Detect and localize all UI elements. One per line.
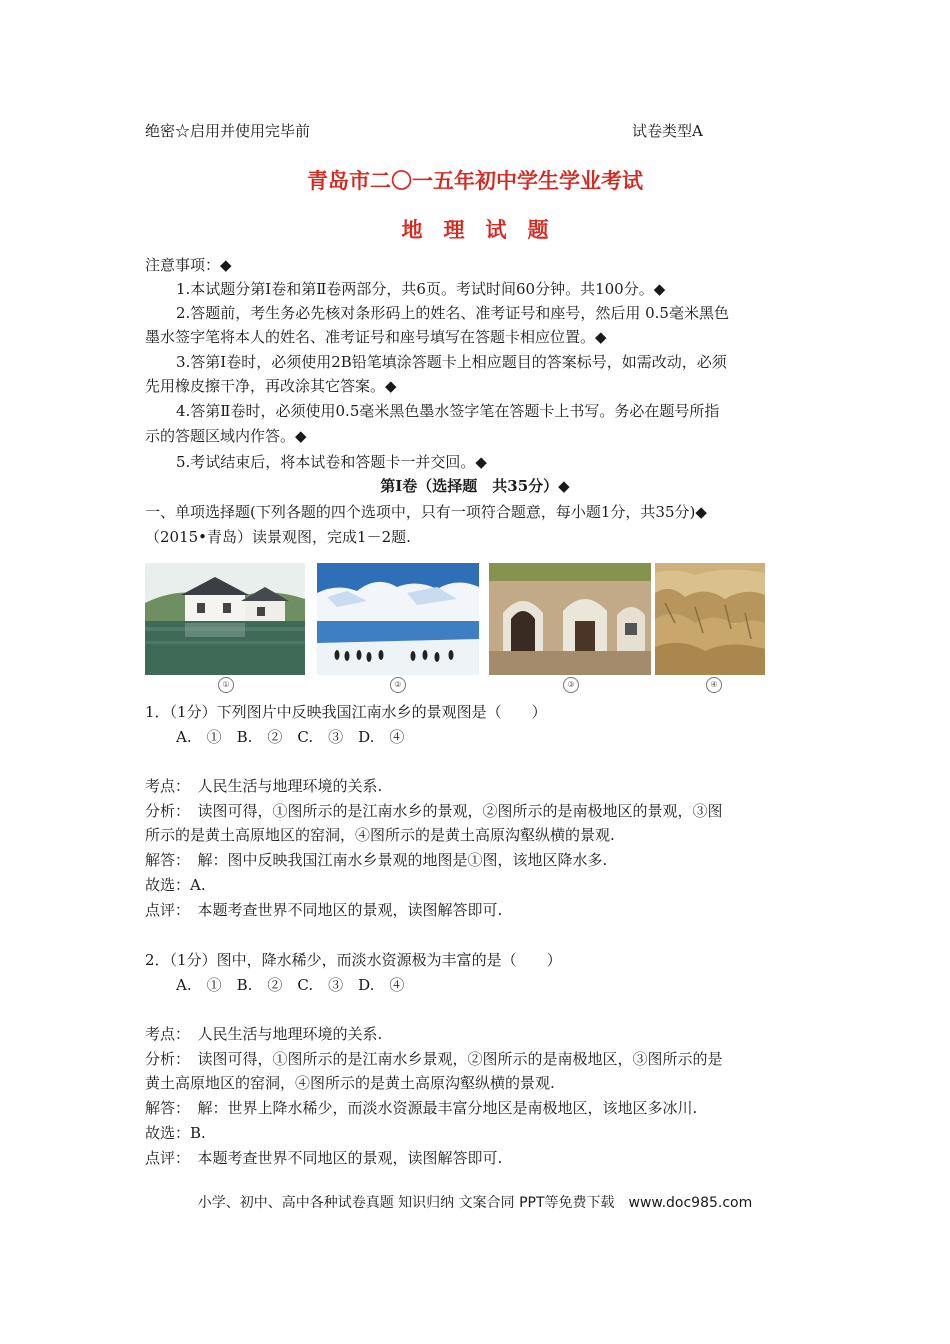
question-2-analysis-cont: 黄土高原地区的窑洞，④图所示的是黄土高原沟壑纵横的景观. [145,1074,555,1092]
question-2-answer: 故选：B. [145,1124,206,1142]
question-2-analysis: 分析： 读图可得，①图所示的是江南水乡景观，②图所示的是南极地区，③图所示的是 [145,1050,723,1068]
water-town-image [145,563,305,675]
question-1-answer: 故选：A. [145,876,206,894]
question-1-analysis: 分析： 读图可得，①图所示的是江南水乡的景观，②图所示的是南极地区的景观，③图 [145,802,723,820]
question-1-kaodian: 考点： 人民生活与地理环境的关系. [145,777,383,795]
notice-line: 先用橡皮擦干净，再改涂其它答案。◆ [145,377,397,395]
notice-line: 3.答第Ⅰ卷时，必须使用2B铅笔填涂答题卡上相应题目的答案标号，如需改动，必须 [176,353,727,371]
question-1-stem: 1．（1分）下列图片中反映我国江南水乡的景观图是（ ） [145,703,547,721]
question-2-solution: 解答： 解：世界上降水稀少，而淡水资源最丰富分地区是南极地区，该地区多冰川. [145,1099,698,1117]
question-1-options: A. ① B. ② C. ③ D. ④ [176,728,405,746]
image-number-label: ③ [563,677,579,693]
notice-line: 4.答第Ⅱ卷时，必须使用0.5毫米黑色墨水签字笔在答题卡上书写。务必在题号所指 [176,402,720,420]
exam-title: 青岛市二〇一五年初中学生学业考试 [307,168,643,193]
notice-line: 5.考试结束后，将本试卷和答题卡一并交回。◆ [176,453,487,471]
paper-type-label: 试卷类型A [632,122,703,140]
image-number-label: ② [390,677,406,693]
confidential-label: 绝密☆启用并使用完毕前 [145,122,311,140]
image-number-label: ① [218,677,234,693]
question-2-comment: 点评： 本题考查世界不同地区的景观，读图解答即可. [145,1149,503,1167]
landscape-images [145,563,770,693]
question-2-stem: 2．（1分）图中，降水稀少，而淡水资源极为丰富的是（ ） [145,951,562,969]
footer-link[interactable]: 小学、初中、高中各种试卷真题 知识归纳 文案合同 PPT等免费下载 www.doc985.com [197,1195,753,1211]
question-1-analysis-cont: 所示的是黄土高原地区的窑洞，④图所示的是黄土高原沟壑纵横的景观. [145,826,615,844]
question-1-solution: 解答： 解：图中反映我国江南水乡景观的地图是①图，该地区降水多. [145,851,608,869]
exam-subtitle: 地 理 试 题 [401,217,549,242]
question-1-comment: 点评： 本题考查世界不同地区的景观，读图解答即可. [145,901,503,919]
notice-heading: 注意事项：◆ [145,256,232,274]
question-source: （2015•青岛）读景观图，完成1－2题. [145,528,411,546]
question-2-kaodian: 考点： 人民生活与地理环境的关系. [145,1025,383,1043]
section-instruction: 一、单项选择题(下列各题的四个选项中，只有一项符合题意，每小题1分，共35分)◆ [145,503,707,521]
cave-dwelling-image [489,563,651,675]
notice-line: 1.本试题分第Ⅰ卷和第Ⅱ卷两部分，共6页。考试时间60分钟。共100分。◆ [176,280,666,298]
notice-line: 2.答题前，考生务必先核对条形码上的姓名、准考证号和座号，然后用 0.5毫米黑色 [176,304,729,322]
antarctic-image [317,563,479,675]
notice-line: 墨水签字笔将本人的姓名、准考证号和座号填写在答题卡相应位置。◆ [145,328,607,346]
section-heading: 第Ⅰ卷（选择题 共35分）◆ [380,477,570,495]
notice-line: 示的答题区域内作答。◆ [145,427,307,445]
loess-plateau-image [655,563,765,675]
image-number-label: ④ [706,677,722,693]
question-2-options: A. ① B. ② C. ③ D. ④ [176,976,405,994]
